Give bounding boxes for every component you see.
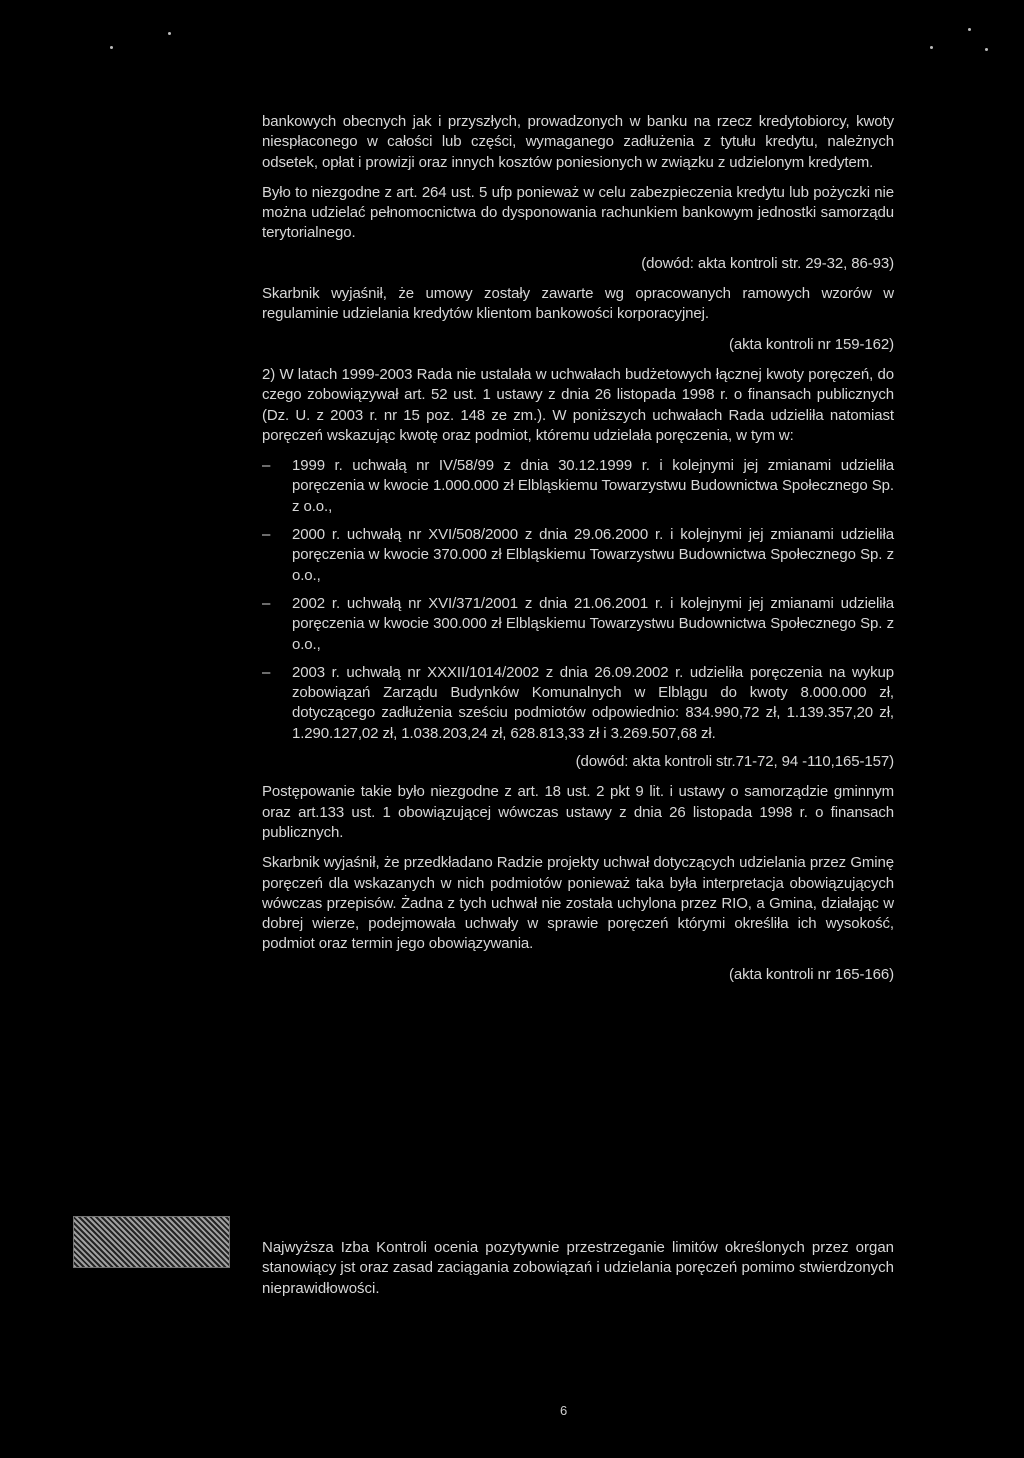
dash-bullet: – [262, 457, 271, 475]
list-item-text: 2000 r. uchwałą nr XVI/508/2000 z dnia 29.06.2000 r. i kolejnymi jej zmianami udzieliła poręczenia w kwocie 370.000 zł Elbląskiemu Towarzystwu Budownictwa Społecznego Sp. z o.o., [292, 526, 894, 584]
list-item-text: 1999 r. uchwałą nr IV/58/99 z dnia 30.12.1999 r. i kolejnymi jej zmianami udzieliła poręczenia w kwocie 1.000.000 zł Elbląskiemu Towarzystwu Budownictwa Społecznego Sp. z o.o., [292, 457, 894, 515]
dash-bullet: – [262, 663, 271, 681]
scan-speck [930, 46, 933, 49]
paragraph-4: 2) W latach 1999-2003 Rada nie ustalała w uchwałach budżetowych łącznej kwoty poręczeń, do czego zobowiązywał art. 52 ust. 1 ustawy z dnia 26 listopada 1998 r. o finansach publicznych (Dz. U. z 2003 r. nr 15 poz. 148 ze zm.). W poniższych uchwałach Rada udzieliła natomiast poręczeń wskazując kwotę oraz podmiot, któremu udzielała poręczenia, w tym w: [262, 365, 894, 444]
list-item [262, 456, 894, 517]
list-item [262, 594, 894, 655]
evidence-reference-1: (dowód: akta kontroli str. 29-32, 86-93) [641, 254, 894, 272]
paragraph-2: Było to niezgodne z art. 264 ust. 5 ufp ponieważ w celu zabezpieczenia kredytu lub pożyczki nie można udzielać pełnomocnictwa do dysponowania rachunkiem bankowym jednostki samorządu terytorialnego. [262, 183, 894, 242]
guarantee-list [262, 456, 894, 744]
dash-bullet: – [262, 526, 271, 544]
main-text [262, 112, 894, 995]
paragraph-1: bankowych obecnych jak i przyszłych, prowadzonych w banku na rzecz kredytobiorcy, kwoty niespłaconego w całości lub części, wymaganego zadłużenia z tytułu kredytu, należnych odsetek, opłat i prowizji oraz innych kosztów poniesionych w związku z udzielonym kredytem. [262, 113, 894, 171]
conclusion-paragraph: Najwyższa Izba Kontroli ocenia pozytywnie przestrzeganie limitów określonych przez organ stanowiący jst oraz zasad zaciągania zobowiązań i udzielania poręczeń pomimo stwierdzonych nieprawidłowości. [262, 1239, 894, 1297]
paragraph-3: Skarbnik wyjaśnił, że umowy zostały zawarte wg opracowanych ramowych wzorów w regulaminie udzielania kredytów klientom bankowości korporacyjnej. [262, 285, 894, 323]
page-number: 6 [560, 1403, 568, 1418]
paragraph-5: Postępowanie takie było niezgodne z art. 18 ust. 2 pkt 9 lit. i ustawy o samorządzie gminnym oraz art.133 ust. 1 obowiązującej wówczas ustawy z dnia 26 listopada 1998 r. o finansach publicznych. [262, 783, 894, 841]
list-item [262, 663, 894, 744]
scan-speck [985, 48, 988, 51]
margin-stamp-image [73, 1216, 230, 1268]
dash-bullet: – [262, 594, 271, 612]
paragraph-6: Skarbnik wyjaśnił, że przedkładano Radzie projekty uchwał dotyczących udzielania przez Gminę poręczeń dla wskazanych w nich podmiotów ponieważ taka była interpretacja obowiązujących wówczas przepisów. Żadna z tych uchwał nie została uchylona przez RIO, a Gmina, działając w dobrej wierze, podejmowała uchwały w sprawie poręczeń którymi określiła ich wysokość, podmiot oraz termin jego obowiązywania. [262, 854, 894, 953]
evidence-reference-2: (akta kontroli nr 159-162) [729, 335, 894, 353]
list-item-text: 2003 r. uchwałą nr XXXII/1014/2002 z dnia 26.09.2002 r. udzieliła poręczenia na wykup zobowiązań Zarządu Budynków Komunalnych w Elblągu do kwoty 8.000.000 zł, dotyczącego zadłużenia sześciu podmiotów odpowiednio: 834.990,72 zł, 1.139.357,20 zł, 1.290.127,02 zł, 1.038.203,24 zł, 628.813,33 zł i 3.269.507,68 zł. [292, 663, 894, 742]
scan-speck [110, 46, 113, 49]
list-item-text: 2002 r. uchwałą nr XVI/371/2001 z dnia 21.06.2001 r. i kolejnymi jej zmianami udzieliła poręczenia w kwocie 300.000 zł Elbląskiemu Towarzystwu Budownictwa Społecznego Sp. z o.o., [292, 594, 894, 653]
list-item [262, 525, 894, 586]
scan-speck [968, 28, 971, 31]
evidence-reference-3: (dowód: akta kontroli str.71-72, 94 -110,165-157) [575, 753, 894, 771]
scan-speck [168, 32, 171, 35]
evidence-reference-4: (akta kontroli nr 165-166) [729, 965, 894, 983]
